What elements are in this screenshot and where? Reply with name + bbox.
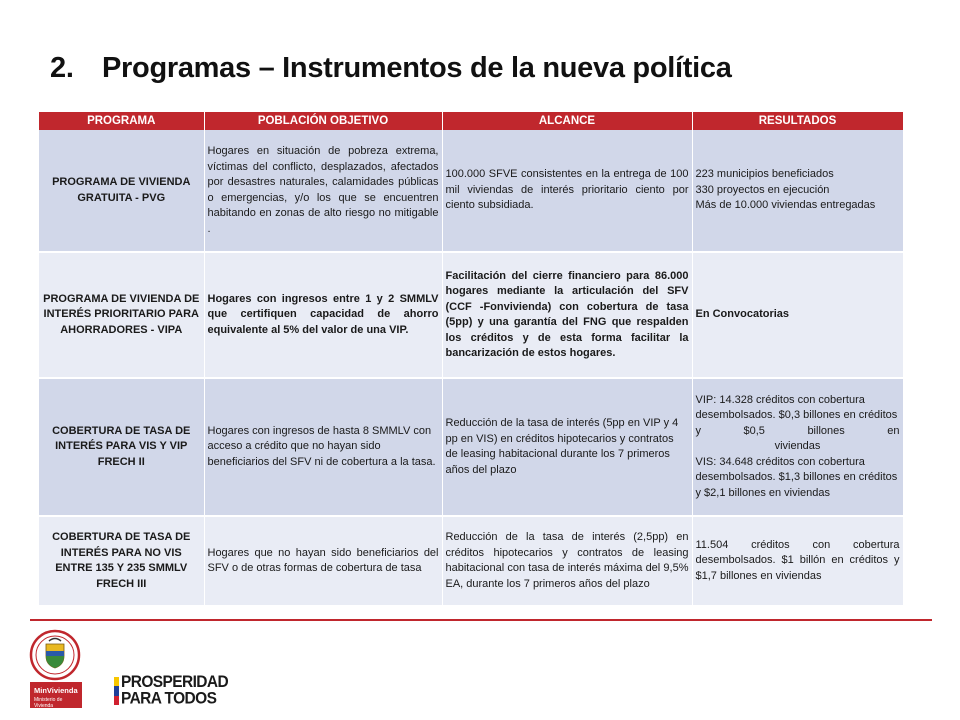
table-row — [39, 516, 903, 606]
cell-resultados — [692, 130, 903, 252]
slide-title — [50, 52, 732, 85]
programs-table — [39, 112, 904, 607]
result-line: 223 municipios beneficiados — [695, 168, 834, 181]
ministry-name: MinVivienda — [34, 686, 78, 695]
cell-programa: PROGRAMA DE VIVIENDA GRATUITA - PVG — [39, 130, 204, 252]
cell-resultados — [692, 252, 903, 378]
header-alcance: ALCANCE — [442, 112, 692, 130]
cell-alcance: 100.000 SFVE consistentes en la entrega de 100 mil viviendas de interés prioritario ciento por ciento subsidiada. — [442, 130, 692, 252]
table-row — [39, 378, 903, 516]
cell-alcance: Reducción de la tasa de interés (2,5pp) en créditos hipotecarios y contratos de leasing habitacional con tasa de interés máxima del 9,5% EA, durante los 7 primeros años del plazo — [442, 516, 692, 606]
colombia-flag-icon — [114, 677, 119, 705]
table-header-row — [39, 112, 903, 130]
cell-alcance: Facilitación del cierre financiero para 86.000 hogares mediante la articulación del SFV (CCF -Fonvivienda) con cobertura de tasa (5pp) y una garantía del FNG que respalden los créditos y de esta forma facilitar la bancarización de estos hogares. — [442, 252, 692, 378]
header-programa: PROGRAMA — [39, 112, 204, 130]
cell-poblacion: Hogares en situación de pobreza extrema, víctimas del conflicto, desplazados, afectados por desastres naturales, calamidades públicas o emergencias, y/o los que se encuentren habitando en zonas de alto riesgo no mitigable . — [204, 130, 442, 252]
cell-programa: COBERTURA DE TASA DE INTERÉS PARA NO VIS ENTRE 135 Y 235 SMMLV FRECH III — [39, 516, 204, 606]
result-line: Más de 10.000 viviendas entregadas — [695, 199, 876, 212]
cell-resultados — [692, 516, 903, 606]
footer-divider — [30, 619, 932, 621]
result-line: 330 proyectos en ejecución — [695, 183, 830, 196]
minvivienda-logo — [30, 682, 82, 708]
title-text: Programas – Instrumentos de la nueva política — [102, 52, 732, 84]
cell-poblacion: Hogares con ingresos de hasta 8 SMMLV con acceso a crédito que no hayan sido beneficiarios del SFV ni de cobertura a la tasa. — [204, 378, 442, 516]
cell-programa: PROGRAMA DE VIVIENDA DE INTERÉS PRIORITARIO PARA AHORRADORES - VIPA — [39, 252, 204, 378]
coat-of-arms-icon — [29, 629, 81, 681]
cell-poblacion: Hogares con ingresos entre 1 y 2 SMMLV que certifiquen capacidad de ahorro equivalente al 5% del valor de una VIP. — [204, 252, 442, 378]
result-line: VIS: 34.648 créditos con cobertura desembolsados. $1,3 billones en créditos y $2,1 billones en viviendas — [695, 455, 898, 499]
result-line: VIP: 14.328 créditos con cobertura desembolsados. $0,3 billones en créditos y $0,5 billones en — [695, 393, 900, 437]
cell-programa: COBERTURA DE TASA DE INTERÉS PARA VIS Y VIP FRECH II — [39, 378, 204, 516]
result-line: 11.504 créditos con cobertura desembolsados. $1 billón en créditos y $1,7 billones en viviendas — [695, 538, 900, 582]
cell-alcance: Reducción de la tasa de interés (5pp en VIP y 4 pp en VIS) en créditos hipotecarios y contratos de leasing habitacional durante los 7 primeros años del plazo — [442, 378, 692, 516]
title-number: 2. — [50, 52, 74, 84]
table-row — [39, 130, 903, 252]
brand-line-2: PARA TODOS — [121, 689, 217, 708]
cell-poblacion: Hogares que no hayan sido beneficiarios del SFV o de otras formas de cobertura de tasa — [204, 516, 442, 606]
header-resultados: RESULTADOS — [692, 112, 903, 130]
table-row — [39, 252, 903, 378]
prosperidad-logo — [121, 674, 228, 708]
header-poblacion: POBLACIÓN OBJETIVO — [204, 112, 442, 130]
brand-line-1: PROSPERIDAD — [121, 673, 229, 691]
result-line: En Convocatorias — [695, 308, 790, 321]
cell-resultados — [692, 378, 903, 516]
ministry-subtitle: Ministerio de Vivienda — [34, 697, 63, 709]
result-line: viviendas — [774, 440, 821, 453]
